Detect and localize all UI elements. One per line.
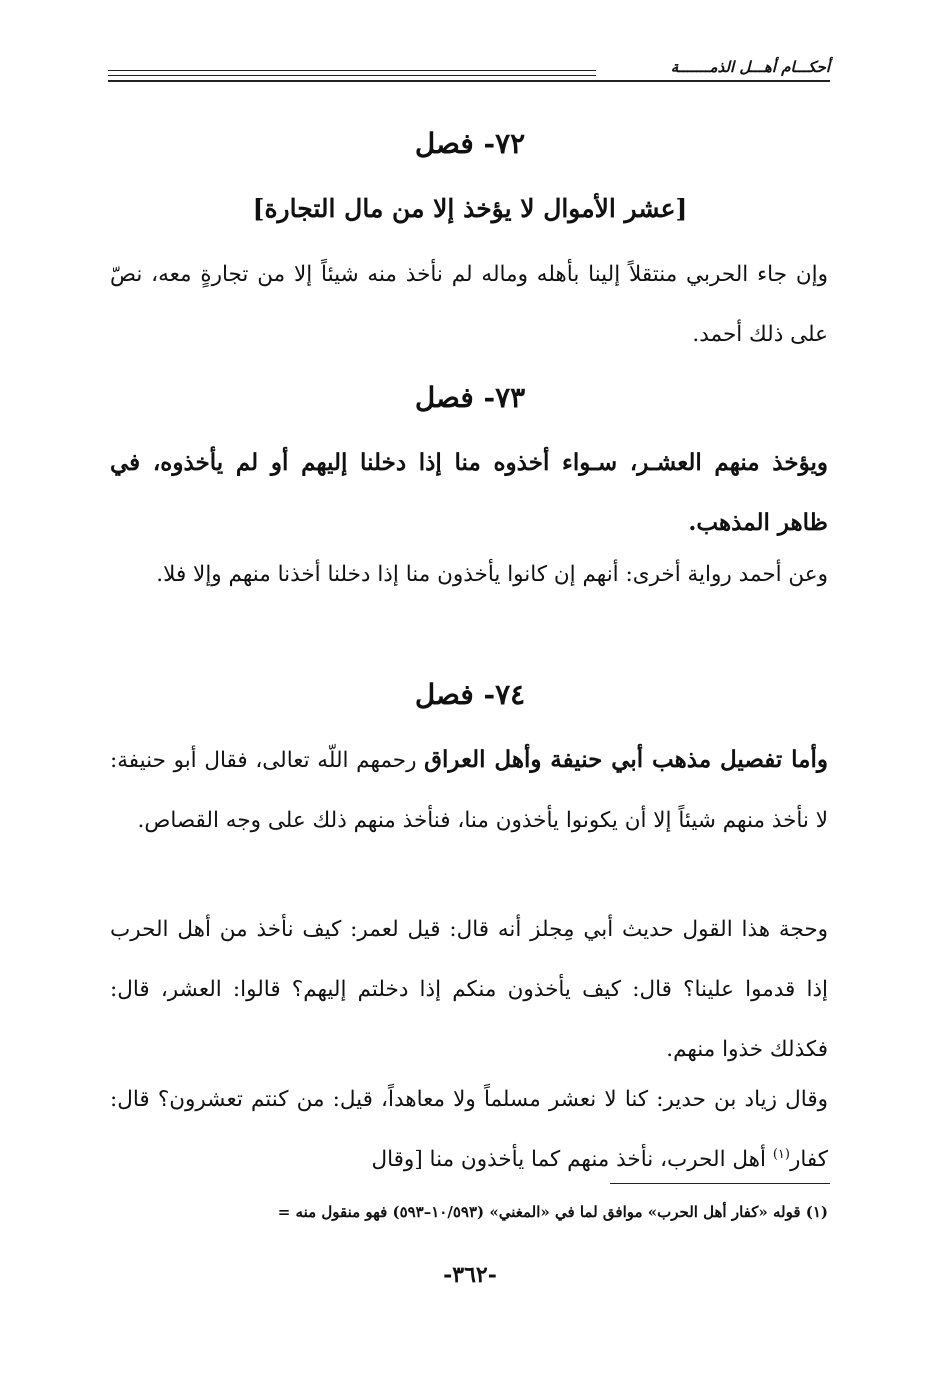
bold-phrase: وأما تفصيل مذهب أبي حنيفة وأهل العراق: [424, 746, 828, 773]
header-rule: [594, 80, 830, 82]
section-subtitle: [عشر الأموال لا يؤخذ إلا من مال التجارة]: [252, 194, 688, 223]
section-heading: ٧٢- فصل: [414, 127, 526, 160]
footnote-marker: (١): [772, 1146, 790, 1162]
paragraph: وإن جاء الحربي منتقلاً إلينا بأهله وماله لم نأخذ منه شيئاً إلا من تجارةٍ معه، نصّ على ذلك أحمد.: [110, 262, 828, 347]
section-heading: ٧٤- فصل: [414, 678, 526, 711]
paragraph: [110, 1070, 828, 1190]
header-rule: [108, 80, 596, 82]
footnote: (١) قوله «كفار أهل الحرب» موافق لما في «المغني» (١٠/٥٩٣–٥٩٣) فهو منقول منه =: [277, 1203, 828, 1221]
paragraph-text: وقال زياد بن حدير: كنا لا نعشر مسلماً ولا معاهداً، قيل: من كنتم تعشرون؟ قال: كفار: [110, 1087, 828, 1172]
footnote-rule: [610, 1183, 830, 1184]
paragraph-text: رحمهم اللّه تعالى، فقال أبو حنيفة: لا نأخذ منهم شيئاً إلا أن يكونوا يأخذون منا، فنأخذ منهم ذلك على وجه القصاص.: [110, 748, 828, 833]
section-heading: ٧٣- فصل: [414, 381, 526, 414]
paragraph: وعن أحمد رواية أخرى: أنهم إن كانوا يأخذون منا إذا دخلنا أخذنا منهم وإلا فلا.: [156, 562, 828, 587]
header-rule: [108, 70, 596, 71]
page-number: -٣٦٢-: [443, 1262, 497, 1288]
header-rule: [108, 75, 596, 76]
paragraph-text: أهل الحرب، نأخذ منهم كما يأخذون منا [وقال: [371, 1147, 773, 1172]
running-title: أحكـــام أهـــل الذمـــــــة: [670, 58, 830, 76]
paragraph: [110, 730, 828, 851]
paragraph: ويؤخذ منهم العشـر، سـواء أخذوه منا إذا دخلنا إليهم أو لم يأخذوه، في ظاهر المذهب.: [110, 449, 828, 536]
paragraph: وحجة هذا القول حديث أبي مِجلز أنه قال: قيل لعمر: كيف نأخذ من أهل الحرب إذا قدموا علينا؟ قال: كيف يأخذون منكم إذا دخلتم إليهم؟ قالوا: العشر، قال: فكذلك خذوا منهم.: [110, 917, 828, 1062]
